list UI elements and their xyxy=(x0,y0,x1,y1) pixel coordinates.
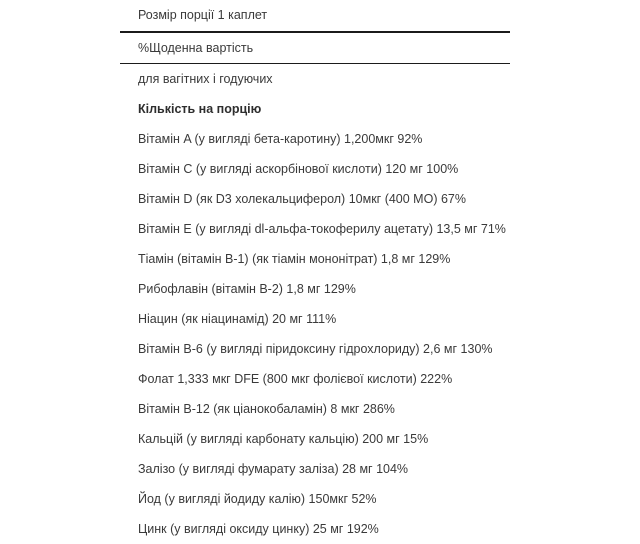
nutrient-row: Фолат 1,333 мкг DFE (800 мкг фолієвої кислоти) 222% xyxy=(138,371,453,386)
nutrient-row: Цинк (у вигляді оксиду цинку) 25 мг 192% xyxy=(138,521,379,536)
serving-size-row: Розмір порції 1 каплет xyxy=(138,8,268,23)
audience-note-row: для вагітних і годуючих xyxy=(138,71,273,86)
nutrient-row: Вітамін C (у вигляді аскорбінової кислоти) 120 мг 100% xyxy=(138,161,459,176)
nutrient-row: Залізо (у вигляді фумарату заліза) 28 мг 104% xyxy=(138,461,409,476)
daily-value-header-row: %Щоденна вартість xyxy=(138,40,254,55)
nutrient-row: Вітамін B-12 (як ціанокобаламін) 8 мкг 286% xyxy=(138,401,395,416)
nutrient-list xyxy=(120,124,510,544)
nutrient-row: Вітамін D (як D3 холекальциферол) 10мкг (400 МО) 67% xyxy=(138,191,466,206)
nutrient-row: Вітамін E (у вигляді dl-альфа-токоферилу ацетату) 13,5 мг 71% xyxy=(138,221,506,236)
nutrient-row: Тіамін (вітамін B-1) (як тіамін мононітрат) 1,8 мг 129% xyxy=(138,251,451,266)
nutrient-row: Йод (у вигляді йодиду калію) 150мкг 52% xyxy=(138,491,377,506)
nutrient-row: Кальцій (у вигляді карбонату кальцію) 200 мг 15% xyxy=(138,431,429,446)
nutrient-row: Ніацин (як ніацинамід) 20 мг 111% xyxy=(138,311,337,326)
amount-per-serving-row: Кількість на порцію xyxy=(138,101,262,116)
nutrient-row: Рибофлавін (вітамін B-2) 1,8 мг 129% xyxy=(138,281,356,296)
supplement-facts-panel xyxy=(120,0,510,544)
nutrient-row: Вітамін A (у вигляді бета-каротину) 1,200мкг 92% xyxy=(138,131,423,146)
nutrient-row: Вітамін B-6 (у вигляді піридоксину гідрохлориду) 2,6 мг 130% xyxy=(138,341,493,356)
